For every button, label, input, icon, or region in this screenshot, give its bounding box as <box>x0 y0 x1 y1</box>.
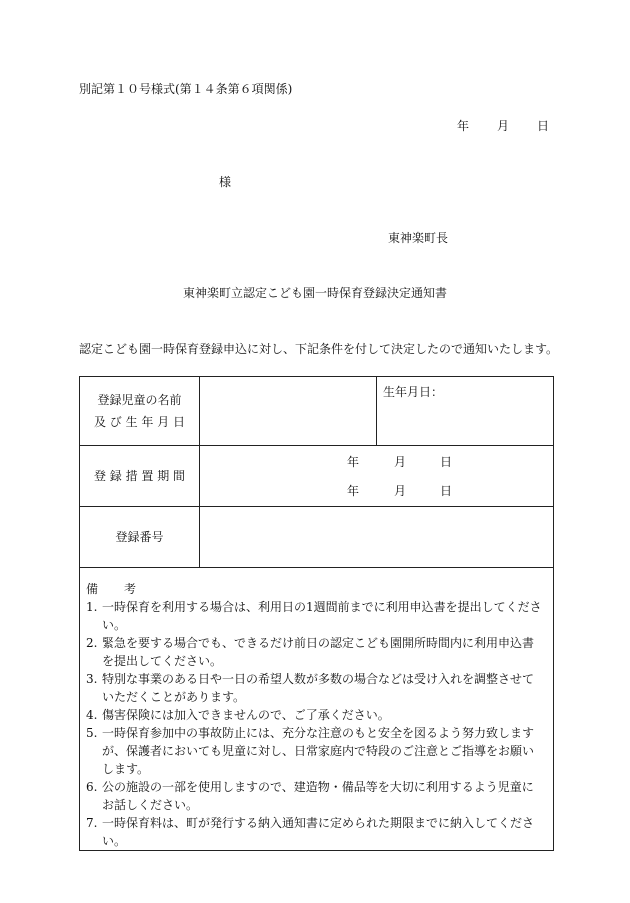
intro-text: 認定こども園一時保育登録申込に対し、下記条件を付して決定したので通知いたします。 <box>79 342 559 356</box>
period-start-year: 年 <box>347 455 360 469</box>
note-item <box>86 706 545 724</box>
note-number: 6. <box>86 780 98 795</box>
note-item <box>86 724 545 778</box>
notes-row <box>80 568 554 851</box>
note-item <box>86 634 545 670</box>
period-row <box>80 446 554 507</box>
child-label-line2: 及 び 生 年 月 日 <box>93 415 186 429</box>
form-number: 別記第１０号様式(第１４条第６項関係) <box>79 82 293 96</box>
birth-date-cell <box>377 377 554 446</box>
issuer-name: 東神楽町長 <box>388 231 449 245</box>
note-number: 7. <box>86 816 98 831</box>
note-number: 4. <box>86 708 98 723</box>
period-start-day: 日 <box>440 455 453 469</box>
date-day-label: 日 <box>537 119 550 133</box>
date-month-label: 月 <box>497 119 510 133</box>
note-number: 5. <box>86 726 98 741</box>
note-item <box>86 670 545 706</box>
note-number: 1. <box>86 600 98 615</box>
note-text: 緊急を要する場合でも、できるだけ前日の認定こども園開所時間内に利用申込書を提出してください。 <box>102 636 535 669</box>
reg-number-row <box>80 507 554 568</box>
document-title: 東神楽町立認定こども園一時保育登録決定通知書 <box>182 286 447 300</box>
note-text: 一時保育料は、町が発行する納入通知書に定められた期限までに納入してください。 <box>102 816 535 849</box>
reg-number-label: 登録番号 <box>80 507 200 568</box>
recipient-suffix: 様 <box>219 175 232 189</box>
period-value-cell <box>200 446 554 507</box>
notes-cell <box>80 568 554 851</box>
reg-number-value <box>200 507 554 568</box>
date-year-label: 年 <box>457 119 470 133</box>
notes-heading <box>86 582 545 596</box>
period-end-month: 月 <box>394 484 407 498</box>
period-label: 登 録 措 置 期 間 <box>80 446 200 507</box>
notes-heading-2: 考 <box>124 582 137 596</box>
child-label-cell <box>80 377 200 446</box>
notes-heading-1: 備 <box>86 582 99 596</box>
period-end-day: 日 <box>440 484 453 498</box>
note-text: 特別な事業のある日や一日の希望人数が多数の場合などは受け入れを調整させていただくことがあります。 <box>102 672 535 705</box>
child-row <box>80 377 554 446</box>
child-label-line1: 登録児童の名前 <box>97 392 182 407</box>
period-start-line <box>200 455 553 471</box>
registration-table <box>79 376 554 851</box>
note-item <box>86 598 545 634</box>
note-item <box>86 778 545 814</box>
date-line <box>457 119 549 133</box>
birth-date-label: 生年月日： <box>383 385 444 399</box>
note-text: 公の施設の一部を使用しますので、建造物・備品等を大切に利用するよう児童にお話しください。 <box>102 780 534 813</box>
note-text: 一時保育を利用する場合は、利用日の1週間前までに利用申込書を提出してください。 <box>102 600 542 633</box>
note-text: 一時保育参加中の事故防止には、充分な注意のもと安全を図るよう努力致しますが、保護者においても児童に対し、日常家庭内で特段のご注意とご指導をお願いします。 <box>102 726 535 777</box>
child-name-value <box>200 377 377 446</box>
period-end-year: 年 <box>347 484 360 498</box>
note-item <box>86 814 545 850</box>
notes-list <box>86 598 545 850</box>
period-start-month: 月 <box>394 455 407 469</box>
note-text: 傷害保険には加入できませんので、ご了承ください。 <box>102 708 390 723</box>
note-number: 3. <box>86 672 98 687</box>
note-number: 2. <box>86 636 98 651</box>
period-end-line <box>200 484 553 500</box>
